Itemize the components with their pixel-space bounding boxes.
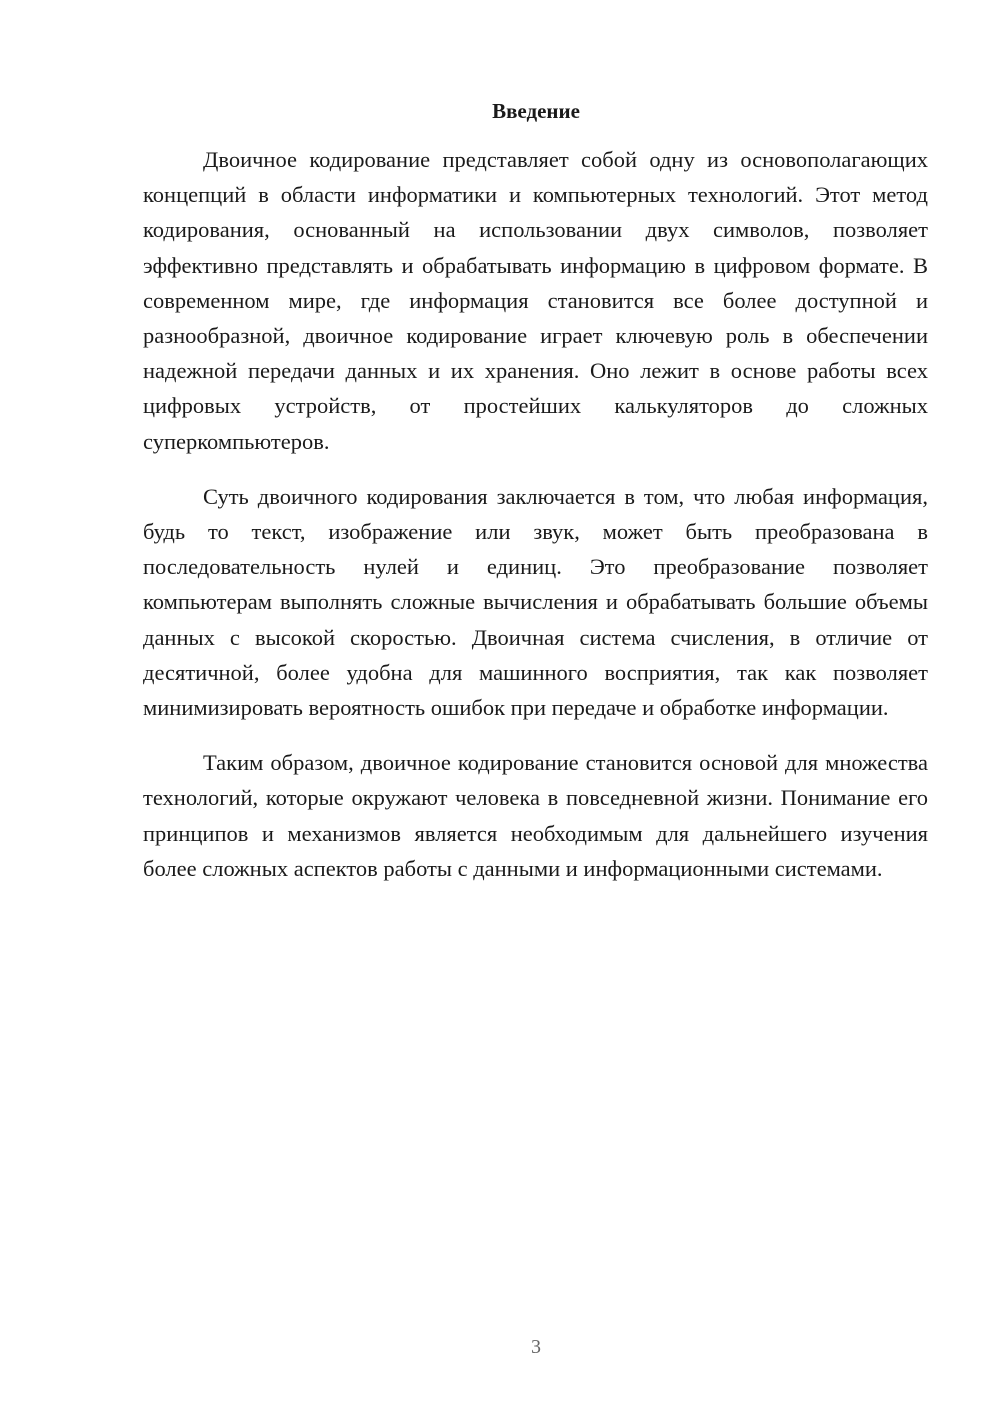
paragraph-1: Двоичное кодирование представляет собой одну из основополагающих концепций в области информатики и компьютерных технологий. Этот метод кодирования, основанный на использовании двух символов, позволяет эффективно представлять и обрабатывать информацию в цифровом формате. В современном мире, где информация становится все более доступной и разнообразной, двоичное кодирование играет ключевую роль в обеспечении надежной передачи данных и их хранения. Оно лежит в основе работы всех цифровых устройств, от простейших калькуляторов до сложных суперкомпьютеров. bbox=[143, 147, 928, 454]
page-number: 3 bbox=[531, 1336, 541, 1358]
paragraph-2: Суть двоичного кодирования заключается в том, что любая информация, будь то текст, изображение или звук, может быть преобразована в последовательность нулей и единиц. Это преобразование позволяет компьютерам выполнять сложные вычисления и обрабатывать большие объемы данных с высокой скоростью. Двоичная система счисления, в отличие от десятичной, более удобна для машинного восприятия, так как позволяет минимизировать вероятность ошибок при передаче и обработке информации. bbox=[143, 483, 928, 721]
section-heading: Введение bbox=[492, 99, 580, 123]
body-text bbox=[143, 142, 928, 906]
paragraph-3: Таким образом, двоичное кодирование становится основой для множества технологий, которые окружают человека в повседневной жизни. Понимание его принципов и механизмов является необходимым для дальнейшего изучения более сложных аспектов работы с данными и информационными системами. bbox=[143, 750, 928, 881]
